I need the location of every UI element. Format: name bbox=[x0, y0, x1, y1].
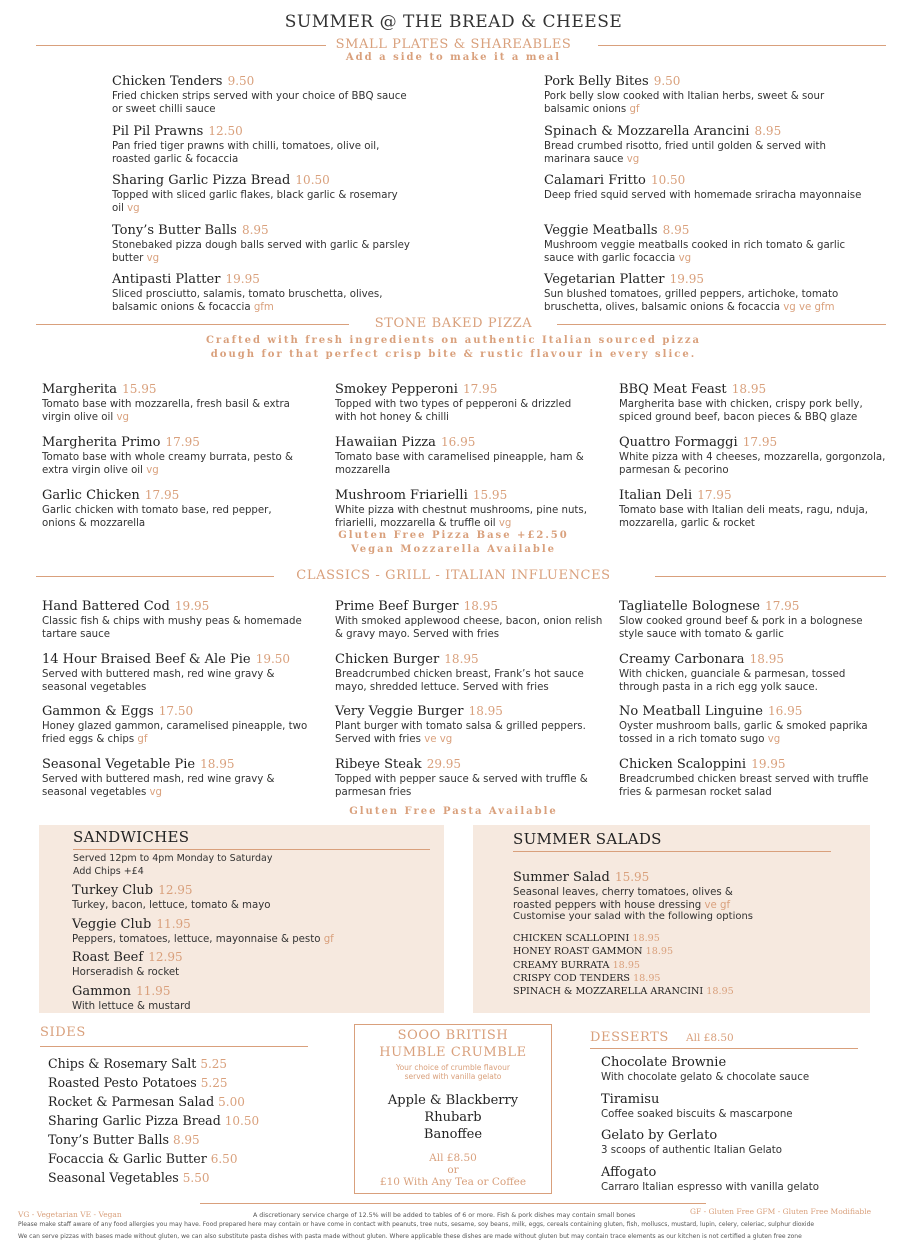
menu-item bbox=[544, 219, 869, 266]
item-description: Topped with pepper sauce & served with truffle & parmesan fries bbox=[335, 773, 588, 798]
item-description: Garlic chicken with tomato base, red pepper, onions & mozzarella bbox=[42, 505, 272, 530]
option-name: CREAMY BURRATA bbox=[513, 959, 610, 971]
item-price: 11.95 bbox=[136, 983, 171, 998]
crumble-price: £10 With Any Tea or Coffee bbox=[379, 1176, 527, 1188]
option-name: SPINACH & MOZZARELLA ARANCINI bbox=[513, 986, 704, 998]
side-item bbox=[48, 1130, 200, 1150]
item-price: 5.50 bbox=[182, 1171, 210, 1185]
item-name: Summer Salad bbox=[513, 870, 610, 885]
section-title-desserts: DESSERTS bbox=[590, 1030, 669, 1045]
section-title-small-plates: SMALL PLATES & SHAREABLES bbox=[335, 37, 572, 52]
menu-item bbox=[619, 431, 887, 478]
item-name: Vegetarian Platter bbox=[544, 272, 665, 287]
crumble-flavour: Apple & Blackberry bbox=[387, 1093, 519, 1108]
item-description: Bread crumbed risotto, fried until golden & served with marinara sauce bbox=[544, 140, 826, 165]
item-name: Turkey Club bbox=[72, 883, 154, 898]
crumble-flavour: Banoffee bbox=[423, 1127, 483, 1142]
dietary-tag: vg bbox=[767, 734, 781, 746]
item-name: Italian Deli bbox=[619, 488, 693, 503]
menu-item bbox=[112, 120, 412, 167]
item-name: Veggie Club bbox=[72, 916, 152, 932]
item-price: 29.95 bbox=[426, 756, 462, 771]
menu-item bbox=[112, 219, 412, 266]
side-item bbox=[48, 1149, 237, 1169]
sandwiches-served: Served 12pm to 4pm Monday to Saturday bbox=[73, 853, 273, 864]
menu-item bbox=[335, 648, 607, 695]
item-description: Tomato base with whole creamy burrata, pesto & extra virgin olive oil bbox=[42, 452, 293, 477]
menu-item bbox=[619, 648, 869, 695]
item-price: 8.95 bbox=[754, 123, 782, 138]
divider bbox=[513, 851, 831, 852]
menu-item bbox=[544, 120, 869, 167]
item-name: Pork Belly Bites bbox=[544, 74, 649, 89]
item-name: Hand Battered Cod bbox=[42, 599, 170, 614]
menu-item bbox=[42, 595, 310, 642]
pasta-note: Gluten Free Pasta Available bbox=[349, 806, 558, 817]
item-name: Sharing Garlic Pizza Bread bbox=[112, 173, 291, 188]
dietary-tag: gf bbox=[629, 104, 640, 116]
item-price: 6.50 bbox=[210, 1152, 238, 1166]
item-price: 18.95 bbox=[731, 382, 767, 396]
item-name: Smokey Pepperoni bbox=[335, 382, 458, 397]
item-description: Classic fish & chips with mushy peas & homemade tartare sauce bbox=[42, 616, 302, 641]
menu-item bbox=[335, 378, 593, 425]
item-price: 10.50 bbox=[224, 1114, 260, 1128]
gluten-note: We can serve pizzas with bases made without gluten, we can also substitute pasta dishes with pasta made without gluten. Where applicable these dishes are made without gluten but may contain trace elements as our kitchen is not certified a gluten free zone bbox=[18, 1233, 802, 1240]
pizza-note: Vegan Mozzarella Available bbox=[350, 544, 557, 555]
item-description: Served with buttered mash, red wine gravy & seasonal vegetables bbox=[42, 668, 275, 693]
salad-option bbox=[513, 945, 673, 959]
menu-item bbox=[72, 879, 412, 912]
item-price: 18.95 bbox=[444, 651, 479, 666]
item-price: 19.95 bbox=[225, 272, 260, 286]
item-name: 14 Hour Braised Beef & Ale Pie bbox=[42, 651, 251, 667]
item-name: No Meatball Linguine bbox=[619, 704, 763, 719]
menu-item bbox=[544, 169, 869, 202]
item-name: Mushroom Friarielli bbox=[335, 488, 468, 503]
item-name: Garlic Chicken bbox=[42, 488, 140, 503]
item-description: Pork belly slow cooked with Italian herbs, sweet & sour balsamic onions bbox=[544, 91, 825, 116]
item-price: 9.50 bbox=[227, 74, 255, 88]
item-price: 17.95 bbox=[462, 382, 498, 396]
item-price: 17.95 bbox=[165, 435, 200, 449]
option-price: 18.95 bbox=[706, 986, 734, 998]
sandwiches-chips: Add Chips +£4 bbox=[73, 866, 144, 877]
sandwiches-panel bbox=[39, 825, 444, 1013]
menu-item bbox=[72, 980, 412, 1013]
salads-panel bbox=[473, 825, 870, 1013]
option-price: 18.95 bbox=[632, 933, 660, 944]
item-name: Calamari Fritto bbox=[544, 173, 646, 188]
option-price: 18.95 bbox=[633, 972, 661, 984]
section-title-sides: SIDES bbox=[40, 1025, 86, 1040]
menu-item bbox=[544, 268, 869, 315]
item-description: Pan fried tiger prawns with chilli, tomatoes, olive oil, roasted garlic & focaccia bbox=[112, 140, 380, 165]
section-subtitle-small-plates: Add a side to make it a meal bbox=[345, 52, 562, 63]
option-price: 18.95 bbox=[612, 959, 641, 971]
menu-item bbox=[601, 1055, 809, 1084]
section-title-pizza: STONE BAKED PIZZA bbox=[374, 316, 533, 331]
dietary-tag: vg bbox=[146, 465, 159, 477]
item-price: 18.95 bbox=[749, 651, 785, 666]
item-name: Roast Beef bbox=[72, 950, 144, 965]
item-description: With chocolate gelato & chocolate sauce bbox=[601, 1072, 810, 1083]
menu-item bbox=[42, 484, 300, 531]
menu-item bbox=[335, 753, 607, 800]
item-name: Pil Pil Prawns bbox=[112, 123, 204, 139]
salad-option bbox=[513, 972, 661, 986]
item-description: With chicken, guanciale & parmesan, tossed through pasta in a rich egg yolk sauce. bbox=[619, 668, 846, 693]
item-name: Chips & Rosemary Salt bbox=[48, 1056, 197, 1071]
item-price: 8.95 bbox=[662, 222, 690, 237]
dietary-tag: gf bbox=[323, 933, 334, 945]
dietary-tag: gf bbox=[137, 734, 148, 746]
crumble-title: HUMBLE CRUMBLE bbox=[379, 1045, 527, 1060]
item-description: Coffee soaked biscuits & mascarpone bbox=[601, 1108, 793, 1120]
crumble-subtitle: served with vanilla gelato bbox=[404, 1072, 502, 1081]
item-name: Roasted Pesto Potatoes bbox=[48, 1075, 197, 1090]
item-description: Fried chicken strips served with your choice of BBQ sauce or sweet chilli sauce bbox=[112, 91, 407, 116]
divider bbox=[200, 1203, 706, 1204]
legend-left: VG - Vegetarian VE - Vegan bbox=[18, 1210, 122, 1219]
menu-item bbox=[335, 431, 593, 478]
item-description: Slow cooked ground beef & pork in a bolognese style sauce with tomato & garlic bbox=[619, 616, 863, 641]
item-description: White pizza with 4 cheeses, mozzarella, gorgonzola, parmesan & pecorino bbox=[619, 452, 886, 477]
menu-item bbox=[72, 946, 412, 979]
menu-item bbox=[42, 753, 310, 800]
dietary-tag: gfm bbox=[253, 302, 274, 314]
item-description: With lettuce & mustard bbox=[72, 1000, 191, 1012]
item-name: Tagliatelle Bolognese bbox=[619, 599, 760, 614]
crumble-price: or bbox=[447, 1164, 459, 1176]
dietary-tag: vg bbox=[498, 518, 512, 530]
item-name: Creamy Carbonara bbox=[619, 651, 745, 667]
item-price: 11.95 bbox=[156, 916, 191, 931]
salads-title: SUMMER SALADS bbox=[513, 830, 662, 848]
salad-option bbox=[513, 959, 640, 973]
item-price: 10.50 bbox=[295, 173, 330, 187]
dietary-tag: vg bbox=[626, 153, 640, 165]
menu-item bbox=[335, 595, 607, 642]
menu-item bbox=[601, 1165, 819, 1194]
salads-customise: Customise your salad with the following options bbox=[513, 911, 754, 922]
item-name: Hawaiian Pizza bbox=[335, 435, 436, 450]
item-price: 12.50 bbox=[208, 123, 243, 138]
item-price: 15.95 bbox=[614, 870, 650, 884]
dietary-tag: vg bbox=[146, 252, 160, 264]
item-name: Tony’s Butter Balls bbox=[48, 1132, 169, 1147]
crumble-title: SOOO BRITISH bbox=[397, 1028, 509, 1043]
item-price: 15.95 bbox=[472, 488, 508, 502]
menu-item bbox=[601, 1092, 793, 1121]
item-price: 5.25 bbox=[200, 1076, 228, 1090]
menu-item bbox=[513, 866, 853, 913]
item-description: Horseradish & rocket bbox=[72, 967, 180, 978]
item-name: BBQ Meat Feast bbox=[619, 382, 727, 397]
side-item bbox=[48, 1073, 228, 1093]
item-description: Mushroom veggie meatballs cooked in rich tomato & garlic sauce with garlic focaccia bbox=[544, 239, 846, 264]
option-name: CHICKEN SCALLOPINI bbox=[513, 933, 630, 944]
menu-item bbox=[619, 378, 887, 425]
page-title: SUMMER @ THE BREAD & CHEESE bbox=[284, 12, 623, 32]
menu-item bbox=[112, 70, 412, 117]
item-description: Seasonal leaves, cherry tomatoes, olives & roasted peppers with house dressing bbox=[513, 887, 733, 912]
item-name: Margherita Primo bbox=[42, 435, 161, 450]
item-name: Gammon bbox=[72, 983, 131, 999]
menu-item bbox=[544, 70, 869, 117]
item-name: Prime Beef Burger bbox=[335, 599, 459, 614]
item-price: 17.95 bbox=[697, 488, 732, 502]
item-name: Seasonal Vegetable Pie bbox=[42, 756, 196, 772]
item-price: 18.95 bbox=[468, 704, 503, 718]
section-title-classics: CLASSICS - GRILL - ITALIAN INFLUENCES bbox=[296, 568, 611, 583]
dietary-tag: ve vg bbox=[424, 734, 453, 746]
item-price: 5.00 bbox=[218, 1095, 245, 1109]
item-price: 17.95 bbox=[765, 599, 800, 613]
item-name: Affogato bbox=[601, 1164, 657, 1180]
item-price: 15.95 bbox=[122, 382, 157, 396]
item-description: Topped with two types of pepperoni & drizzled with hot honey & chilli bbox=[335, 399, 572, 424]
salad-option bbox=[513, 985, 734, 999]
item-description: Carraro Italian espresso with vanilla gelato bbox=[601, 1181, 820, 1193]
menu-item bbox=[42, 700, 310, 747]
salad-option bbox=[513, 932, 660, 946]
item-description: Topped with sliced garlic flakes, black garlic & rosemary oil bbox=[112, 190, 398, 215]
item-price: 19.95 bbox=[751, 756, 786, 771]
item-price: 8.95 bbox=[172, 1133, 200, 1147]
item-price: 17.95 bbox=[742, 435, 778, 449]
crumble-price: All £8.50 bbox=[429, 1152, 477, 1164]
section-subtitle-pizza: Crafted with fresh ingredients on authentic Italian sourced pizza bbox=[205, 335, 702, 346]
item-description: Honey glazed gammon, caramelised pineapple, two fried eggs & chips bbox=[42, 721, 308, 746]
item-price: 18.95 bbox=[463, 599, 498, 613]
side-item bbox=[48, 1168, 210, 1188]
item-name: Sharing Garlic Pizza Bread bbox=[48, 1113, 221, 1128]
side-item bbox=[48, 1111, 259, 1131]
side-item bbox=[48, 1054, 227, 1074]
menu-item bbox=[112, 169, 412, 216]
dietary-tag: vg bbox=[149, 786, 163, 798]
item-name: Tony’s Butter Balls bbox=[112, 222, 237, 238]
crumble-box bbox=[354, 1024, 552, 1194]
item-price: 8.95 bbox=[241, 222, 269, 237]
option-name: HONEY ROAST GAMMON bbox=[513, 946, 643, 958]
item-price: 19.95 bbox=[174, 599, 210, 613]
sandwiches-title: SANDWICHES bbox=[73, 828, 190, 846]
divider bbox=[590, 1048, 858, 1049]
dietary-tag: vg ve gfm bbox=[783, 302, 835, 314]
crumble-subtitle: Your choice of crumble flavour bbox=[396, 1063, 510, 1072]
option-price: 18.95 bbox=[645, 946, 674, 958]
desserts-header bbox=[590, 1026, 734, 1045]
item-description: Tomato base with mozzarella, fresh basil & extra virgin olive oil bbox=[42, 399, 290, 424]
item-name: Ribeye Steak bbox=[335, 756, 422, 772]
item-description: Margherita base with chicken, crispy pork belly, spiced ground beef, bacon pieces & BBQ glaze bbox=[619, 399, 863, 424]
item-name: Chocolate Brownie bbox=[601, 1055, 727, 1070]
item-description: Tomato base with caramelised pineapple, ham & mozzarella bbox=[335, 452, 584, 477]
item-name: Gelato by Gerlato bbox=[601, 1128, 718, 1143]
item-price: 17.50 bbox=[158, 704, 194, 718]
divider bbox=[73, 849, 430, 850]
item-name: Chicken Burger bbox=[335, 651, 440, 667]
menu-item bbox=[619, 700, 869, 747]
menu-item bbox=[601, 1128, 782, 1157]
item-description: Deep fried squid served with homemade sriracha mayonnaise bbox=[544, 190, 862, 201]
legend-right: GF - Gluten Free GFM - Gluten Free Modifiable bbox=[690, 1207, 872, 1216]
item-description: Breadcrumbed chicken breast, Frank’s hot sauce mayo, shredded lettuce. Served with fries bbox=[335, 668, 584, 693]
item-price: 12.95 bbox=[158, 883, 193, 897]
menu-item bbox=[335, 484, 593, 531]
item-description: With smoked applewood cheese, bacon, onion relish & gravy mayo. Served with fries bbox=[335, 616, 603, 641]
menu-item bbox=[619, 484, 887, 531]
menu-item bbox=[42, 378, 300, 425]
item-description: Peppers, tomatoes, lettuce, mayonnaise & pesto bbox=[72, 933, 321, 945]
menu-item bbox=[72, 913, 412, 946]
item-price: 10.50 bbox=[650, 173, 686, 187]
item-price: 5.25 bbox=[200, 1057, 228, 1071]
item-description: Plant burger with tomato salsa & grilled peppers. Served with fries bbox=[335, 721, 586, 746]
divider bbox=[40, 1046, 308, 1047]
crumble-flavour: Rhubarb bbox=[424, 1110, 482, 1125]
menu-item bbox=[335, 700, 607, 747]
item-name: Antipasti Platter bbox=[112, 272, 221, 287]
menu-item bbox=[42, 431, 300, 478]
item-name: Chicken Scaloppini bbox=[619, 756, 747, 772]
allergy-note: Please make staff aware of any food allergies you may have. Food prepared here may contain or have come in contact with peanuts, tree nuts, sesame, soy beans, milk, eggs, cereals containing gluten, fish, molluscs, mustard, lupin, celery, celeriac, sulphur dioxide bbox=[18, 1221, 815, 1228]
item-price: 18.95 bbox=[200, 756, 235, 771]
side-item bbox=[48, 1092, 245, 1112]
item-price: 9.50 bbox=[653, 74, 681, 88]
menu-item bbox=[619, 595, 869, 642]
menu-item bbox=[619, 753, 869, 800]
dietary-tag: ve gf bbox=[704, 900, 731, 912]
menu-item bbox=[42, 648, 310, 695]
item-price: 17.95 bbox=[144, 488, 180, 502]
service-note: A discretionary service charge of 12.5% will be added to tables of 6 or more. Fish & pork dishes may contain small bones bbox=[253, 1212, 636, 1219]
item-price: 19.50 bbox=[255, 651, 291, 666]
item-description: Stonebaked pizza dough balls served with garlic & parsley butter bbox=[112, 239, 410, 264]
menu-item bbox=[112, 268, 412, 315]
item-name: Seasonal Vegetables bbox=[48, 1170, 179, 1185]
item-name: Spinach & Mozzarella Arancini bbox=[544, 123, 750, 139]
item-description: Turkey, bacon, lettuce, tomato & mayo bbox=[72, 900, 271, 911]
item-description: Sun blushed tomatoes, grilled peppers, artichoke, tomato bruschetta, olives, balsamic onions & focaccia bbox=[544, 289, 839, 314]
item-price: 16.95 bbox=[768, 704, 803, 718]
desserts-price: All £8.50 bbox=[686, 1032, 734, 1044]
item-name: Rocket & Parmesan Salad bbox=[48, 1094, 215, 1109]
option-name: CRISPY COD TENDERS bbox=[513, 972, 630, 984]
item-description: Served with buttered mash, red wine gravy & seasonal vegetables bbox=[42, 773, 275, 798]
item-name: Margherita bbox=[42, 382, 118, 397]
item-name: Veggie Meatballs bbox=[544, 222, 658, 238]
section-subtitle-pizza: dough for that perfect crisp bite & rustic flavour in every slice. bbox=[210, 349, 697, 360]
item-description: Tomato base with Italian deli meats, ragu, nduja, mozzarella, garlic & rocket bbox=[619, 505, 868, 530]
item-price: 16.95 bbox=[440, 435, 476, 449]
dietary-tag: vg bbox=[127, 203, 140, 215]
item-description: 3 scoops of authentic Italian Gelato bbox=[601, 1145, 783, 1156]
item-description: Sliced prosciutto, salamis, tomato bruschetta, olives, balsamic onions & focaccia bbox=[112, 289, 383, 314]
item-name: Quattro Formaggi bbox=[619, 435, 738, 450]
item-price: 19.95 bbox=[669, 272, 704, 286]
dietary-tag: vg bbox=[678, 252, 692, 264]
pizza-note: Gluten Free Pizza Base +£2.50 bbox=[338, 530, 569, 541]
item-price: 12.95 bbox=[148, 950, 183, 964]
item-name: Focaccia & Garlic Butter bbox=[48, 1151, 207, 1166]
item-description: Breadcrumbed chicken breast served with truffle fries & parmesan rocket salad bbox=[619, 773, 869, 798]
item-name: Chicken Tenders bbox=[112, 74, 223, 89]
dietary-tag: vg bbox=[116, 412, 129, 424]
item-name: Tiramisu bbox=[601, 1091, 660, 1107]
item-description: White pizza with chestnut mushrooms, pine nuts, friarielli, mozzarella & truffle oil bbox=[335, 505, 587, 530]
item-description: Oyster mushroom balls, garlic & smoked paprika tossed in a rich tomato sugo bbox=[619, 721, 868, 746]
item-name: Gammon & Eggs bbox=[42, 704, 154, 719]
item-name: Very Veggie Burger bbox=[335, 704, 464, 719]
